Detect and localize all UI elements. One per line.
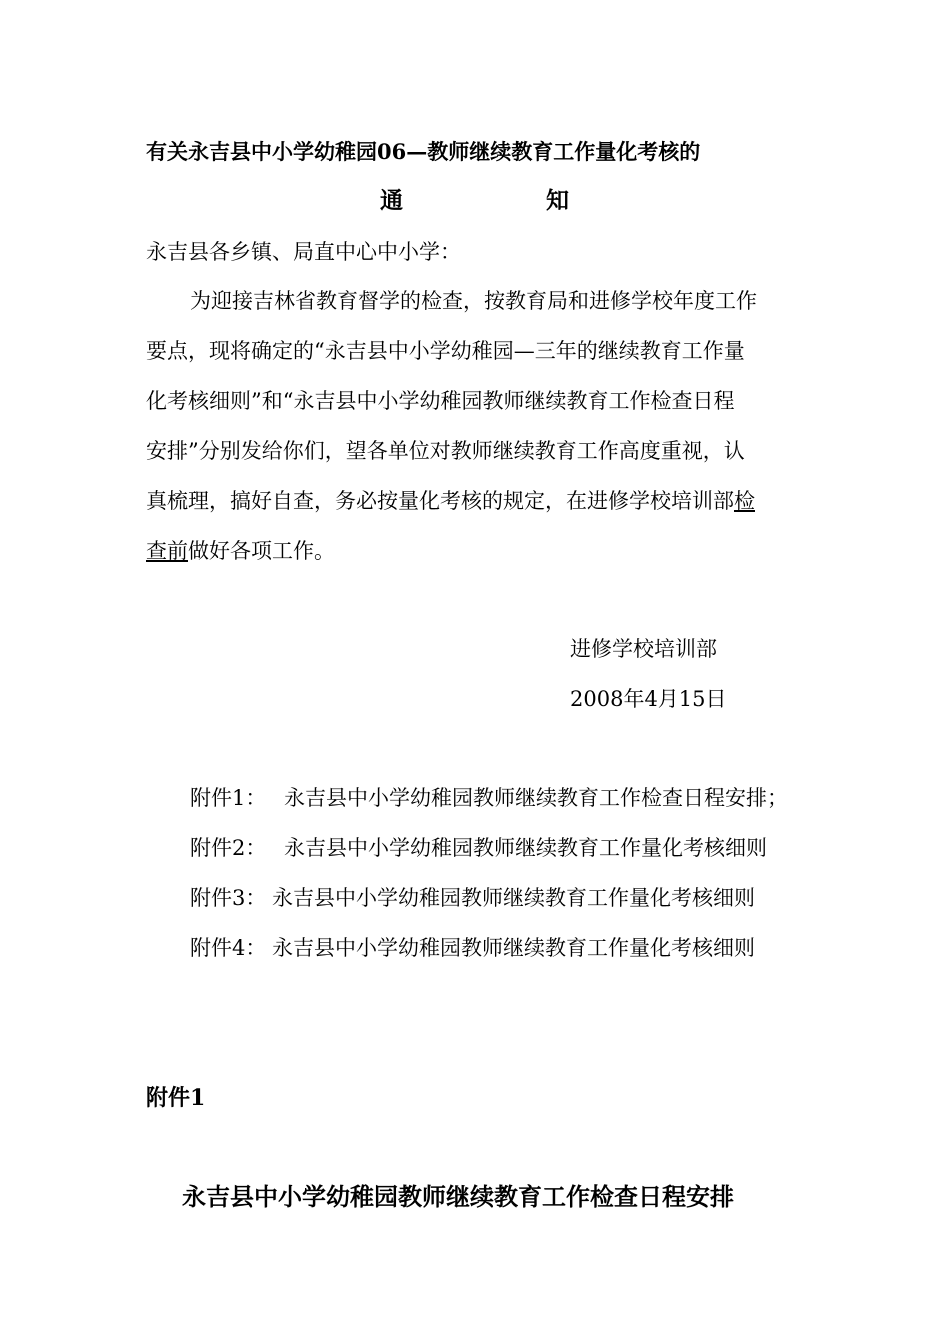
underlined-text: 检 <box>734 489 755 513</box>
attachment-text: 永吉县中小学幼稚园教师继续教育工作量化考核细则 <box>284 836 767 860</box>
signature-department: 进修学校培训部 <box>570 637 717 661</box>
body-paragraph-line <box>146 538 335 564</box>
notice-heading-char-2: 知 <box>546 187 569 214</box>
attachment-item <box>190 835 767 861</box>
attachment-label: 附件1： <box>190 786 267 810</box>
annex-label: 附件1 <box>146 1085 206 1111</box>
body-paragraph-line: 化考核细则”和“永吉县中小学幼稚园教师继续教育工作检查日程 <box>146 389 735 413</box>
body-paragraph-line: 要点，现将确定的“永吉县中小学幼稚园—三年的继续教育工作量 <box>146 339 745 363</box>
signature-date: 2008年4月15日 <box>570 687 727 711</box>
attachment-label: 附件3： <box>190 886 267 910</box>
attachment-text: 永吉县中小学幼稚园教师继续教育工作量化考核细则 <box>272 886 755 910</box>
body-text: 做好各项工作。 <box>188 539 335 563</box>
underlined-text: 查前 <box>146 539 188 563</box>
attachment-item <box>190 885 755 911</box>
body-paragraph-line <box>146 488 755 514</box>
body-paragraph-line: 安排”分别发给你们，望各单位对教师继续教育工作高度重视，认 <box>146 439 745 463</box>
attachment-text: 永吉县中小学幼稚园教师继续教育工作量化考核细则 <box>272 936 755 960</box>
attachment-label: 附件2： <box>190 836 267 860</box>
attachment-label: 附件4： <box>190 936 267 960</box>
salutation: 永吉县各乡镇、局直中心中小学： <box>146 240 461 264</box>
attachment-text: 永吉县中小学幼稚园教师继续教育工作检查日程安排； <box>284 786 788 810</box>
body-text: 真梳理，搞好自查，务必按量化考核的规定，在进修学校培训部 <box>146 489 734 513</box>
notice-heading-char-1: 通 <box>380 187 403 214</box>
attachment-item <box>190 935 755 961</box>
attachment-item <box>190 785 788 811</box>
annex-title: 永吉县中小学幼稚园教师继续教育工作检查日程安排 <box>182 1182 734 1211</box>
document-title: 有关永吉县中小学幼稚园06—教师继续教育工作量化考核的 <box>146 139 701 164</box>
body-paragraph-line: 为迎接吉林省教育督学的检查，按教育局和进修学校年度工作 <box>190 289 757 313</box>
